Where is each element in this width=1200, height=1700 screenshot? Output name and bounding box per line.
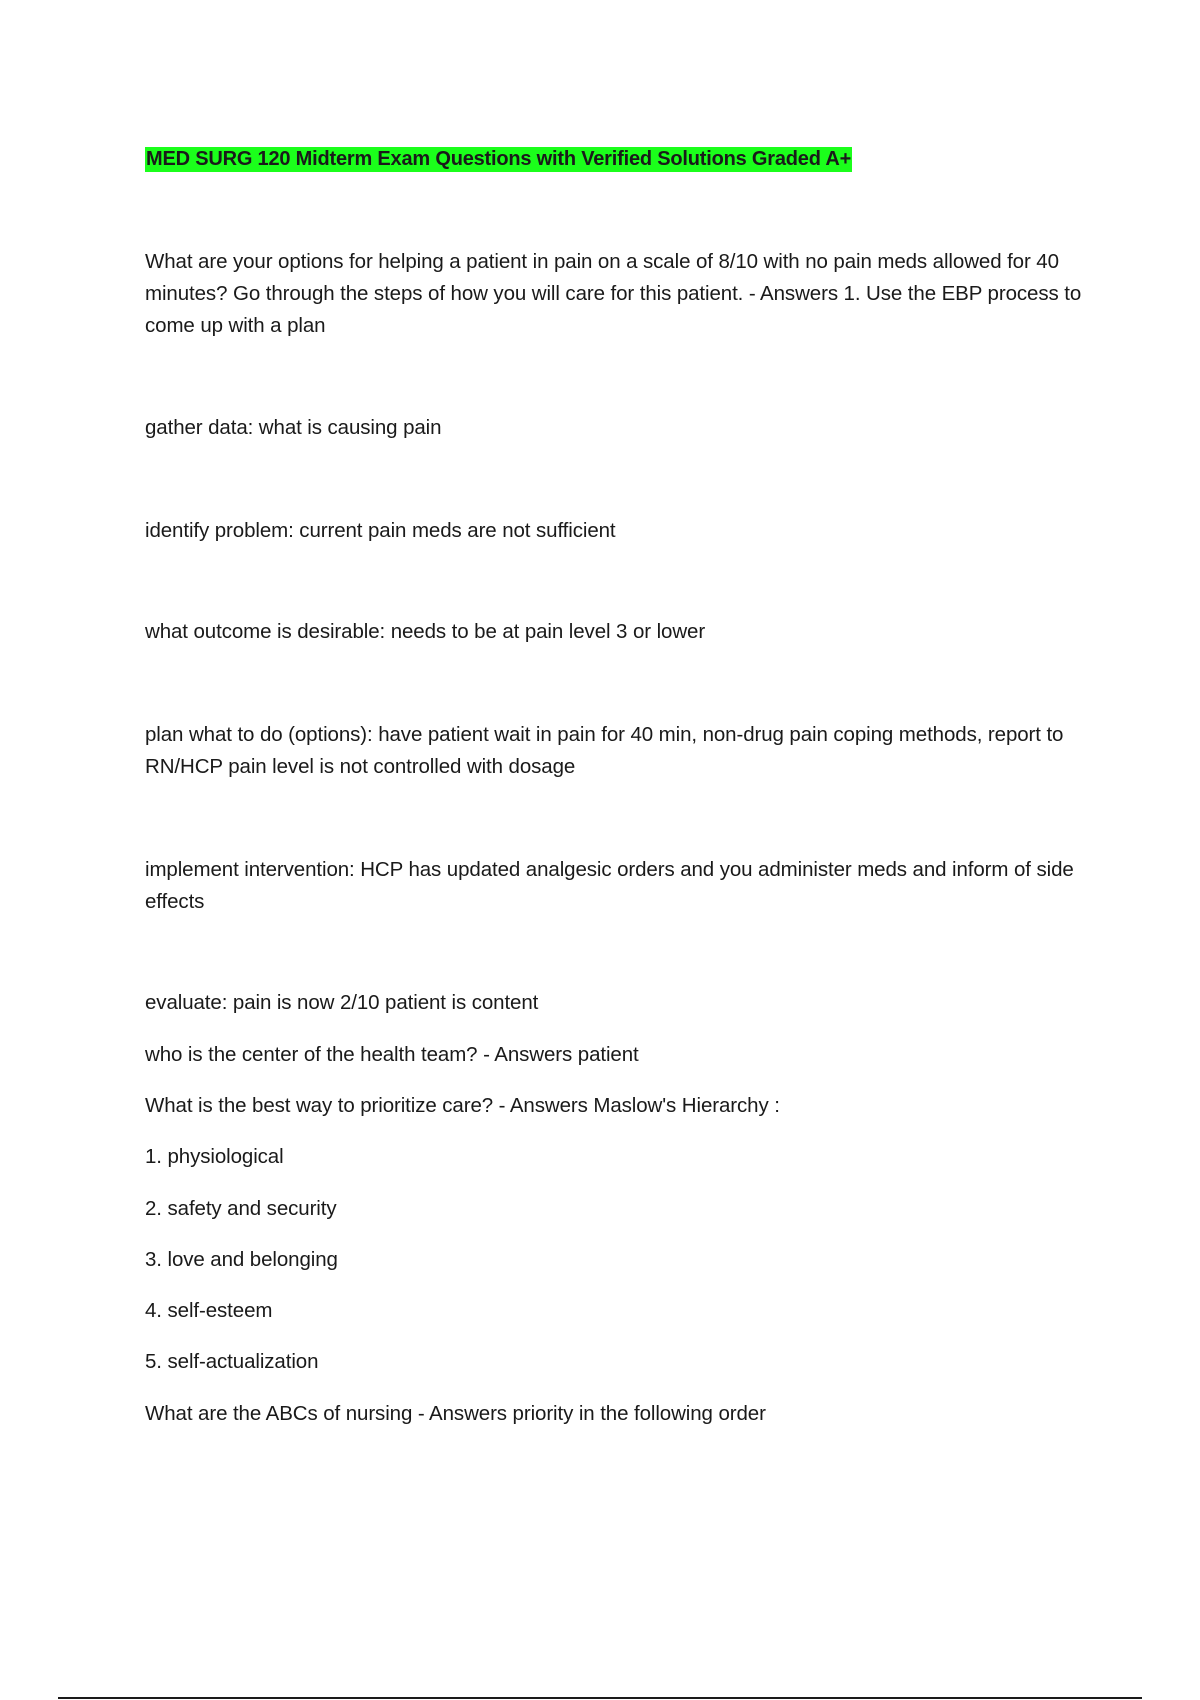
question-abcs-nursing: What are the ABCs of nursing - Answers priority in the following order <box>145 1402 766 1425</box>
list-item-physiological: 1. physiological <box>145 1145 284 1168</box>
step-evaluate: evaluate: pain is now 2/10 patient is content <box>145 991 539 1014</box>
page-bottom-rule <box>58 1697 1142 1699</box>
list-item-self-esteem: 4. self-esteem <box>145 1299 273 1322</box>
list-item-love: 3. love and belonging <box>145 1248 338 1271</box>
step-gather-data: gather data: what is causing pain <box>145 416 442 439</box>
list-item-self-actualization: 5. self-actualization <box>145 1350 319 1373</box>
step-identify-problem: identify problem: current pain meds are not sufficient <box>145 519 616 542</box>
document-title <box>145 146 852 173</box>
title-highlight: MED SURG 120 Midterm Exam Questions with Verified Solutions Graded A+ <box>146 148 852 170</box>
question-pain-options: What are your options for helping a patient in pain on a scale of 8/10 with no pain meds allowed for 40 minutes? Go through the steps of how you will care for this patient. - Answers 1. Use the EBP process to come up with a plan <box>145 250 1082 337</box>
step-desired-outcome: what outcome is desirable: needs to be at pain level 3 or lower <box>145 620 706 643</box>
step-plan-options: plan what to do (options): have patient wait in pain for 40 min, non-drug pain coping methods, report to RN/HCP pain level is not controlled with dosage <box>145 723 1064 778</box>
question-prioritize-care: What is the best way to prioritize care? - Answers Maslow's Hierarchy : <box>145 1094 780 1117</box>
list-item-safety: 2. safety and security <box>145 1197 337 1220</box>
question-health-team-center: who is the center of the health team? - Answers patient <box>145 1043 639 1066</box>
step-implement-intervention: implement intervention: HCP has updated analgesic orders and you administer meds and inform of side effects <box>145 858 1074 913</box>
